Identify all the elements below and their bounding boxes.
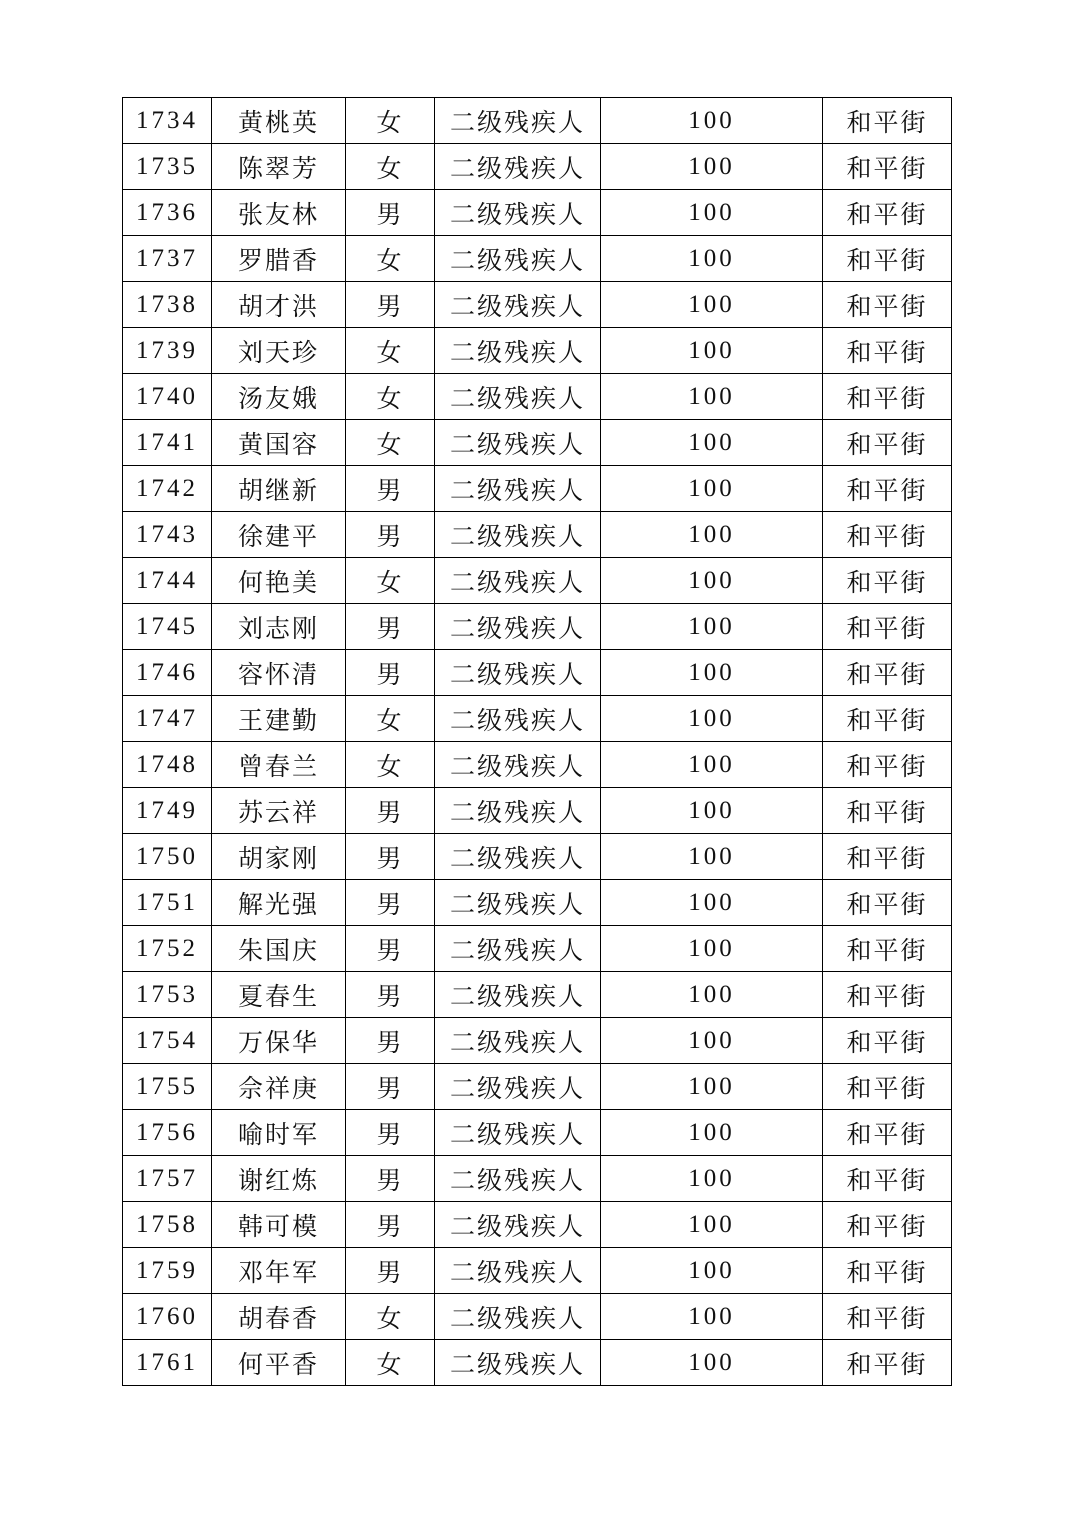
- category-cell: 二级残疾人: [435, 328, 601, 374]
- name-cell: 胡继新: [212, 466, 346, 512]
- row-number-cell: 1737: [123, 236, 212, 282]
- category-cell: 二级残疾人: [435, 1064, 601, 1110]
- row-number-cell: 1759: [123, 1248, 212, 1294]
- name-cell: 朱国庆: [212, 926, 346, 972]
- street-cell: 和平街: [823, 512, 952, 558]
- row-number-cell: 1757: [123, 1156, 212, 1202]
- category-cell: 二级残疾人: [435, 604, 601, 650]
- amount-cell: 100: [601, 604, 823, 650]
- category-cell: 二级残疾人: [435, 1248, 601, 1294]
- table-row: [123, 1018, 952, 1064]
- amount-cell: 100: [601, 650, 823, 696]
- amount-cell: 100: [601, 144, 823, 190]
- category-cell: 二级残疾人: [435, 650, 601, 696]
- street-cell: 和平街: [823, 604, 952, 650]
- street-cell: 和平街: [823, 558, 952, 604]
- amount-cell: 100: [601, 926, 823, 972]
- amount-cell: 100: [601, 1294, 823, 1340]
- roster-table-body: [123, 98, 952, 1386]
- name-cell: 徐建平: [212, 512, 346, 558]
- category-cell: 二级残疾人: [435, 926, 601, 972]
- category-cell: 二级残疾人: [435, 788, 601, 834]
- street-cell: 和平街: [823, 1156, 952, 1202]
- street-cell: 和平街: [823, 1340, 952, 1386]
- amount-cell: 100: [601, 696, 823, 742]
- gender-cell: 女: [346, 236, 435, 282]
- table-row: [123, 1248, 952, 1294]
- amount-cell: 100: [601, 420, 823, 466]
- gender-cell: 男: [346, 926, 435, 972]
- row-number-cell: 1744: [123, 558, 212, 604]
- street-cell: 和平街: [823, 834, 952, 880]
- gender-cell: 女: [346, 742, 435, 788]
- name-cell: 黄国容: [212, 420, 346, 466]
- category-cell: 二级残疾人: [435, 880, 601, 926]
- gender-cell: 女: [346, 1294, 435, 1340]
- table-row: [123, 374, 952, 420]
- name-cell: 夏春生: [212, 972, 346, 1018]
- table-row: [123, 788, 952, 834]
- street-cell: 和平街: [823, 190, 952, 236]
- amount-cell: 100: [601, 558, 823, 604]
- row-number-cell: 1740: [123, 374, 212, 420]
- amount-cell: 100: [601, 1202, 823, 1248]
- gender-cell: 男: [346, 834, 435, 880]
- gender-cell: 女: [346, 1340, 435, 1386]
- street-cell: 和平街: [823, 374, 952, 420]
- name-cell: 邓年军: [212, 1248, 346, 1294]
- category-cell: 二级残疾人: [435, 236, 601, 282]
- gender-cell: 男: [346, 1064, 435, 1110]
- name-cell: 胡春香: [212, 1294, 346, 1340]
- table-row: [123, 1202, 952, 1248]
- category-cell: 二级残疾人: [435, 282, 601, 328]
- category-cell: 二级残疾人: [435, 466, 601, 512]
- category-cell: 二级残疾人: [435, 1202, 601, 1248]
- amount-cell: 100: [601, 282, 823, 328]
- gender-cell: 男: [346, 466, 435, 512]
- table-row: [123, 98, 952, 144]
- gender-cell: 男: [346, 650, 435, 696]
- gender-cell: 女: [346, 696, 435, 742]
- category-cell: 二级残疾人: [435, 512, 601, 558]
- table-row: [123, 926, 952, 972]
- name-cell: 胡家刚: [212, 834, 346, 880]
- street-cell: 和平街: [823, 466, 952, 512]
- table-row: [123, 1064, 952, 1110]
- table-row: [123, 1110, 952, 1156]
- amount-cell: 100: [601, 98, 823, 144]
- table-row: [123, 604, 952, 650]
- table-row: [123, 1294, 952, 1340]
- row-number-cell: 1747: [123, 696, 212, 742]
- gender-cell: 女: [346, 144, 435, 190]
- amount-cell: 100: [601, 1340, 823, 1386]
- street-cell: 和平街: [823, 926, 952, 972]
- gender-cell: 女: [346, 374, 435, 420]
- category-cell: 二级残疾人: [435, 972, 601, 1018]
- gender-cell: 男: [346, 190, 435, 236]
- row-number-cell: 1754: [123, 1018, 212, 1064]
- table-row: [123, 420, 952, 466]
- gender-cell: 女: [346, 420, 435, 466]
- street-cell: 和平街: [823, 696, 952, 742]
- category-cell: 二级残疾人: [435, 420, 601, 466]
- name-cell: 何平香: [212, 1340, 346, 1386]
- street-cell: 和平街: [823, 1064, 952, 1110]
- row-number-cell: 1738: [123, 282, 212, 328]
- gender-cell: 女: [346, 98, 435, 144]
- name-cell: 万保华: [212, 1018, 346, 1064]
- name-cell: 韩可模: [212, 1202, 346, 1248]
- table-row: [123, 558, 952, 604]
- row-number-cell: 1750: [123, 834, 212, 880]
- amount-cell: 100: [601, 972, 823, 1018]
- table-row: [123, 144, 952, 190]
- amount-cell: 100: [601, 742, 823, 788]
- amount-cell: 100: [601, 880, 823, 926]
- amount-cell: 100: [601, 1110, 823, 1156]
- category-cell: 二级残疾人: [435, 1294, 601, 1340]
- name-cell: 容怀清: [212, 650, 346, 696]
- category-cell: 二级残疾人: [435, 1340, 601, 1386]
- name-cell: 曾春兰: [212, 742, 346, 788]
- category-cell: 二级残疾人: [435, 98, 601, 144]
- category-cell: 二级残疾人: [435, 190, 601, 236]
- gender-cell: 男: [346, 282, 435, 328]
- gender-cell: 男: [346, 604, 435, 650]
- category-cell: 二级残疾人: [435, 742, 601, 788]
- row-number-cell: 1742: [123, 466, 212, 512]
- name-cell: 王建勤: [212, 696, 346, 742]
- table-row: [123, 742, 952, 788]
- row-number-cell: 1734: [123, 98, 212, 144]
- street-cell: 和平街: [823, 420, 952, 466]
- gender-cell: 女: [346, 558, 435, 604]
- row-number-cell: 1745: [123, 604, 212, 650]
- street-cell: 和平街: [823, 650, 952, 696]
- table-row: [123, 282, 952, 328]
- gender-cell: 男: [346, 1202, 435, 1248]
- gender-cell: 男: [346, 1248, 435, 1294]
- street-cell: 和平街: [823, 742, 952, 788]
- name-cell: 谢红炼: [212, 1156, 346, 1202]
- row-number-cell: 1758: [123, 1202, 212, 1248]
- row-number-cell: 1746: [123, 650, 212, 696]
- category-cell: 二级残疾人: [435, 834, 601, 880]
- row-number-cell: 1749: [123, 788, 212, 834]
- amount-cell: 100: [601, 788, 823, 834]
- table-row: [123, 236, 952, 282]
- table-row: [123, 328, 952, 374]
- street-cell: 和平街: [823, 1248, 952, 1294]
- category-cell: 二级残疾人: [435, 558, 601, 604]
- name-cell: 苏云祥: [212, 788, 346, 834]
- table-row: [123, 512, 952, 558]
- name-cell: 刘志刚: [212, 604, 346, 650]
- street-cell: 和平街: [823, 972, 952, 1018]
- street-cell: 和平街: [823, 1018, 952, 1064]
- amount-cell: 100: [601, 1064, 823, 1110]
- row-number-cell: 1748: [123, 742, 212, 788]
- name-cell: 张友林: [212, 190, 346, 236]
- name-cell: 罗腊香: [212, 236, 346, 282]
- amount-cell: 100: [601, 466, 823, 512]
- table-row: [123, 1340, 952, 1386]
- amount-cell: 100: [601, 236, 823, 282]
- amount-cell: 100: [601, 190, 823, 236]
- amount-cell: 100: [601, 512, 823, 558]
- gender-cell: 男: [346, 1110, 435, 1156]
- category-cell: 二级残疾人: [435, 1110, 601, 1156]
- table-row: [123, 190, 952, 236]
- roster-table: [122, 97, 952, 1386]
- category-cell: 二级残疾人: [435, 696, 601, 742]
- name-cell: 喻时军: [212, 1110, 346, 1156]
- street-cell: 和平街: [823, 236, 952, 282]
- row-number-cell: 1751: [123, 880, 212, 926]
- row-number-cell: 1743: [123, 512, 212, 558]
- amount-cell: 100: [601, 374, 823, 420]
- category-cell: 二级残疾人: [435, 144, 601, 190]
- row-number-cell: 1761: [123, 1340, 212, 1386]
- amount-cell: 100: [601, 1248, 823, 1294]
- street-cell: 和平街: [823, 328, 952, 374]
- table-row: [123, 1156, 952, 1202]
- table-row: [123, 696, 952, 742]
- gender-cell: 男: [346, 880, 435, 926]
- table-row: [123, 834, 952, 880]
- amount-cell: 100: [601, 1018, 823, 1064]
- row-number-cell: 1736: [123, 190, 212, 236]
- street-cell: 和平街: [823, 144, 952, 190]
- row-number-cell: 1760: [123, 1294, 212, 1340]
- row-number-cell: 1735: [123, 144, 212, 190]
- gender-cell: 男: [346, 1018, 435, 1064]
- street-cell: 和平街: [823, 1110, 952, 1156]
- name-cell: 解光强: [212, 880, 346, 926]
- row-number-cell: 1756: [123, 1110, 212, 1156]
- name-cell: 何艳美: [212, 558, 346, 604]
- gender-cell: 男: [346, 1156, 435, 1202]
- table-row: [123, 650, 952, 696]
- street-cell: 和平街: [823, 98, 952, 144]
- gender-cell: 男: [346, 972, 435, 1018]
- amount-cell: 100: [601, 834, 823, 880]
- category-cell: 二级残疾人: [435, 1156, 601, 1202]
- name-cell: 黄桃英: [212, 98, 346, 144]
- name-cell: 刘天珍: [212, 328, 346, 374]
- row-number-cell: 1755: [123, 1064, 212, 1110]
- row-number-cell: 1739: [123, 328, 212, 374]
- row-number-cell: 1741: [123, 420, 212, 466]
- gender-cell: 女: [346, 328, 435, 374]
- category-cell: 二级残疾人: [435, 1018, 601, 1064]
- gender-cell: 男: [346, 512, 435, 558]
- category-cell: 二级残疾人: [435, 374, 601, 420]
- street-cell: 和平街: [823, 788, 952, 834]
- name-cell: 陈翠芳: [212, 144, 346, 190]
- street-cell: 和平街: [823, 880, 952, 926]
- name-cell: 胡才洪: [212, 282, 346, 328]
- street-cell: 和平街: [823, 282, 952, 328]
- street-cell: 和平街: [823, 1202, 952, 1248]
- row-number-cell: 1752: [123, 926, 212, 972]
- amount-cell: 100: [601, 328, 823, 374]
- gender-cell: 男: [346, 788, 435, 834]
- row-number-cell: 1753: [123, 972, 212, 1018]
- amount-cell: 100: [601, 1156, 823, 1202]
- name-cell: 汤友娥: [212, 374, 346, 420]
- table-row: [123, 972, 952, 1018]
- name-cell: 佘祥庚: [212, 1064, 346, 1110]
- table-row: [123, 466, 952, 512]
- table-row: [123, 880, 952, 926]
- street-cell: 和平街: [823, 1294, 952, 1340]
